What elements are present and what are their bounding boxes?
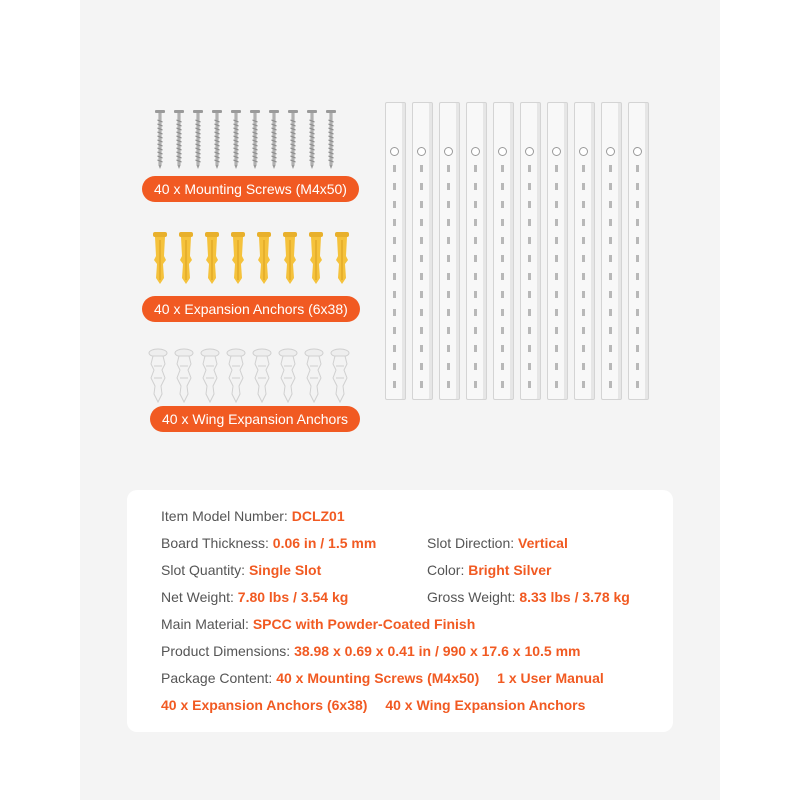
- expansion-anchor: [335, 232, 349, 284]
- spec-thickness: Board Thickness: 0.06 in / 1.5 mm: [161, 535, 377, 551]
- rail-slots: [420, 165, 423, 393]
- expansion-anchor: [231, 232, 245, 284]
- screw: [269, 110, 279, 169]
- spec-gross-weight: Gross Weight: 8.33 lbs / 3.78 kg: [427, 589, 630, 605]
- rail-slots: [609, 165, 612, 393]
- spec-dimensions: Product Dimensions: 38.98 x 0.69 x 0.41 in / 990 x 17.6 x 10.5 mm: [161, 643, 581, 659]
- shelf-rail: [412, 102, 433, 400]
- wing-anchor: [331, 349, 349, 402]
- expansion-anchor: [153, 232, 167, 284]
- rail-mount-hole: [552, 147, 561, 156]
- shelf-rail: [439, 102, 460, 400]
- spec-card: [127, 490, 673, 732]
- wing-anchor: [305, 349, 323, 402]
- spec-material: Main Material: SPCC with Powder-Coated Finish: [161, 616, 476, 632]
- screw: [326, 110, 336, 169]
- wing-anchor: [253, 349, 271, 402]
- expansion-anchor: [257, 232, 271, 284]
- rail-mount-hole: [606, 147, 615, 156]
- wing-anchor: [201, 349, 219, 402]
- shelf-rails-image: [385, 102, 657, 400]
- rail-slots: [474, 165, 477, 393]
- shelf-rail: [520, 102, 541, 400]
- rail-mount-hole: [633, 147, 642, 156]
- expansion-anchors-label: 40 x Expansion Anchors (6x38): [142, 296, 360, 322]
- wing-anchors-image: [146, 348, 356, 404]
- wing-anchor: [175, 349, 193, 402]
- expansion-anchor: [283, 232, 297, 284]
- shelf-rail: [385, 102, 406, 400]
- screw: [212, 110, 222, 169]
- rail-mount-hole: [471, 147, 480, 156]
- rail-mount-hole: [390, 147, 399, 156]
- wing-anchors-label: 40 x Wing Expansion Anchors: [150, 406, 360, 432]
- rail-mount-hole: [498, 147, 507, 156]
- spec-slot-quantity: Slot Quantity: Single Slot: [161, 562, 322, 578]
- shelf-rail: [466, 102, 487, 400]
- spec-net-weight: Net Weight: 7.80 lbs / 3.54 kg: [161, 589, 349, 605]
- shelf-rail: [601, 102, 622, 400]
- screw: [155, 110, 165, 169]
- screw: [174, 110, 184, 169]
- shelf-rail: [547, 102, 568, 400]
- wing-anchor: [227, 349, 245, 402]
- spec-package-more: 40 x Expansion Anchors (6x38) 40 x Wing Expansion Anchors: [161, 697, 586, 713]
- wing-anchor: [279, 349, 297, 402]
- rail-slots: [528, 165, 531, 393]
- mounting-screws-image: [154, 108, 344, 170]
- rail-slots: [555, 165, 558, 393]
- rail-mount-hole: [417, 147, 426, 156]
- rail-slots: [393, 165, 396, 393]
- expansion-anchor: [309, 232, 323, 284]
- rail-mount-hole: [444, 147, 453, 156]
- screw: [231, 110, 241, 169]
- shelf-rail: [628, 102, 649, 400]
- spec-color: Color: Bright Silver: [427, 562, 552, 578]
- spec-model: Item Model Number: DCLZ01: [161, 508, 345, 524]
- rail-slots: [447, 165, 450, 393]
- spec-slot-direction: Slot Direction: Vertical: [427, 535, 568, 551]
- rail-mount-hole: [579, 147, 588, 156]
- screw: [250, 110, 260, 169]
- rail-slots: [636, 165, 639, 393]
- wing-anchor: [149, 349, 167, 402]
- expansion-anchor: [179, 232, 193, 284]
- screw: [288, 110, 298, 169]
- spec-package: Package Content: 40 x Mounting Screws (M4x50) 1 x User Manual: [161, 670, 604, 686]
- screw: [307, 110, 317, 169]
- shelf-rail: [574, 102, 595, 400]
- shelf-rail: [493, 102, 514, 400]
- expansion-anchors-image: [150, 230, 360, 286]
- rail-slots: [582, 165, 585, 393]
- rail-mount-hole: [525, 147, 534, 156]
- screw: [193, 110, 203, 169]
- mounting-screws-label: 40 x Mounting Screws (M4x50): [142, 176, 359, 202]
- expansion-anchor: [205, 232, 219, 284]
- rail-slots: [501, 165, 504, 393]
